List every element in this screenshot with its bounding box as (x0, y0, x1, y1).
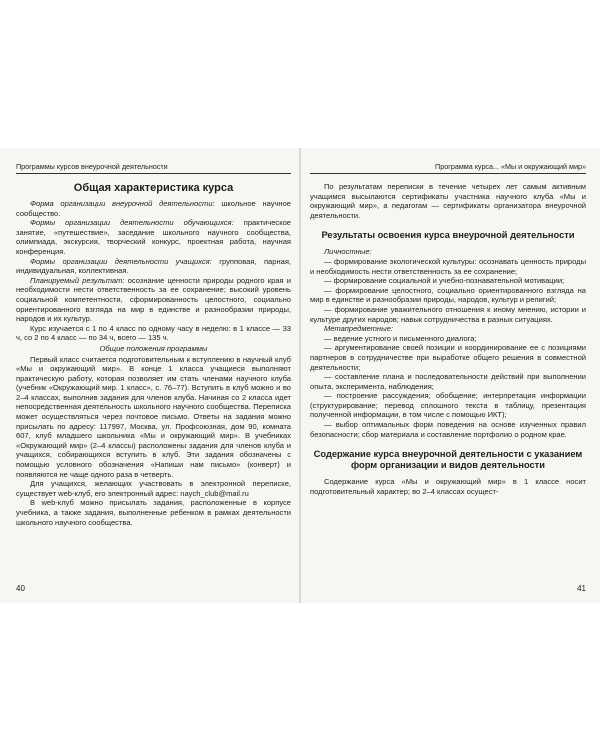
label-metasubject: Метапредметные: (324, 324, 393, 334)
list-item-personal: — формирование целостного, социально ориентированного взгляда на мир в единстве и разнообразии природы, народов, культур и религий; (310, 285, 586, 305)
paragraph-web-club-tasks: В web-клуб можно присылать задания, расположенные в корпусе учебника, а также задания, выполненные ребенком в рамках деятельности школьного научного сообщества. (16, 498, 291, 527)
list-item-personal: — формирование уважительного отношения к иному мнению, истории и культуре других народов; навык сотрудничества в разных ситуациях. (310, 304, 586, 324)
label-personal: Личностные: (324, 247, 372, 257)
paragraph-activity-forms: Формы организации деятельности обучающихся: практическое занятие, «путешествие», заседание школьного научного сообщества, олимпиада, экскурсия, творческий конкурс, проектная работа, научная конференция. (16, 218, 291, 256)
book-spread (0, 148, 600, 603)
paragraph-certificates: По результатам переписки в течение четырех лет самым активным учащимся высылаются сертификаты участника научного клуба «Мы и окружающий мир», а педагогам — сертификаты организатора внеурочной деятельности. (310, 182, 586, 220)
list-item-personal: — формирование социальной и учебно-познавательной мотивации; (324, 276, 565, 286)
section-title-content: Содержание курса внеурочной деятельности с указанием форм организации и видов деятельности (313, 449, 583, 471)
paragraph-course-hours: Курс изучается с 1 по 4 класс по одному часу в неделю: в 1 классе — 33 ч, со 2 по 4 класс — по 34 ч, всего — 135 ч. (16, 323, 291, 343)
list-item-meta: — аргументирование своей позиции и координирование ее с позициями партнеров в сотрудничестве при выработке общего решения в совместной деятельности; (310, 343, 586, 372)
list-item-meta: — ведение устного и письменного диалога; (324, 333, 477, 343)
list-item-meta: — выбор оптимальных форм поведения на основе изученных правил безопасности; сбор материала и составление портфолио о родном крае. (310, 420, 586, 439)
left-page (16, 148, 291, 603)
section-title-results: Результаты освоения курса внеурочной деятельности (321, 230, 575, 241)
paragraph-course-content: Содержание курса «Мы и окружающий мир» в 1 классе носит подготовительный характер; во 2–4 классах осущест- (310, 477, 586, 496)
running-head-right: Программа курса... «Мы и окружающий мир» (310, 148, 586, 174)
list-item-personal: — формирование экологической культуры: осознавать ценность природы и необходимость нести ответственность за ее сохранение; (310, 256, 586, 276)
paragraph-web-club: Для учащихся, желающих участвовать в электронной переписке, существует web-клуб, его электронный адрес: naych_club@mail.ru (16, 479, 291, 498)
page-number-left: 40 (16, 584, 25, 593)
book-gutter (299, 148, 301, 603)
paragraph-first-class: Первый класс считается подготовительным к вступлению в научный клуб «Мы и окружающий мир». В конце 1 класса учащиеся выполняют практическую работу, которая позволяет им стать членами научного клуба (учебник «Окружающий мир. 1 класс», с. 76–77). Вступить в клуб можно и во 2–4 классах, выполнив задания для членов клуба. Начиная со 2 класса идет непосредственная деятельность школьного научного сообщества. Переписка может осуществляться через почтовое письмо. Ответы на задания можно присылать по адресу: 117997, Москва, ул. Профсоюзная, дом 90, комната 607, клуб младшего школьника «Мы и окружающий мир». В учебниках «Окружающий мир» (2–4 классы) расположены задания для членов клуба и учащихся, собирающихся вступить в клуб. Эти задания обозначены с помощью условного обозначения «Напиши нам письмо» (конверт) и появляются не чаще одного раза в четверть. (16, 354, 291, 479)
paragraph-form-organization: Форма организации внеурочной деятельности: школьное научное сообщество. (16, 199, 291, 218)
list-item-meta: — составление плана и последовательности действий при выполнении опыта, эксперимента, наблюдения; (310, 372, 586, 391)
section-title-course-overview: Общая характеристика курса (73, 182, 234, 194)
running-head-left: Программы курсов внеурочной деятельности (16, 148, 291, 174)
list-item-meta: — построение рассуждения; обобщение; интерпретация информации (структурирование; перевод сплошного текста в таблицу, презентация полученной информации, в том числе с помощью ИКТ); (310, 391, 586, 420)
page-number-right: 41 (577, 584, 586, 593)
paragraph-student-forms: Формы организации деятельности учащихся: групповая, парная, индивидуальная, коллективная. (16, 256, 291, 276)
right-page (310, 148, 586, 603)
subheading-general-provisions: Общие положения программы (99, 343, 208, 353)
paragraph-planned-result: Планируемый результат: осознание ценности природы родного края и необходимости нести ответственность за ее сохранение; высокий уровень социальной компетентности, сформированность целостного, социально ориентированного взгляда на мир в единстве и разнообразии природы, народов и их культур. (16, 275, 291, 324)
